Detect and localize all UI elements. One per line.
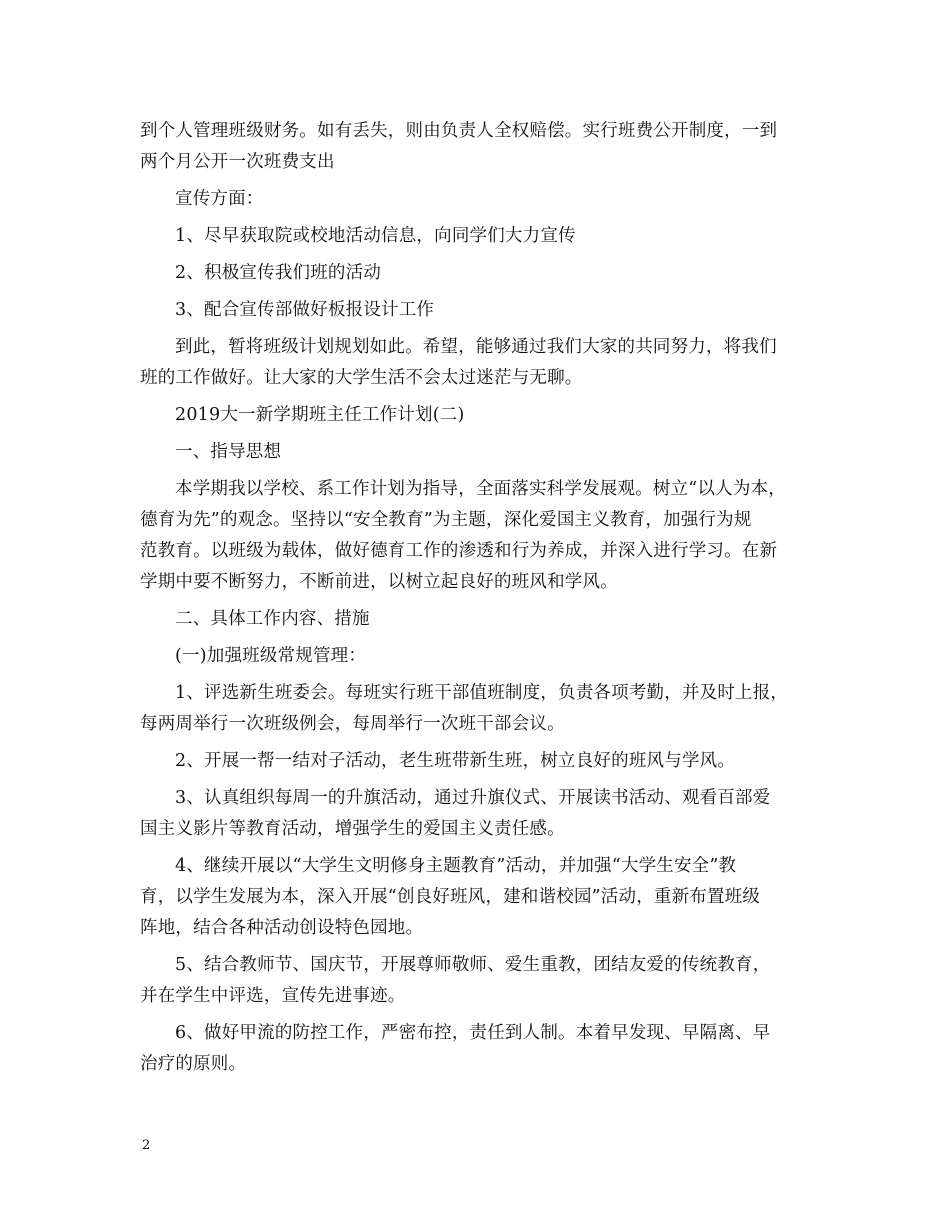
paragraph — [140, 332, 815, 394]
section-heading: 二、具体工作内容、措施 — [175, 609, 370, 629]
text-line: 国主义影片等教育活动，增强学生的爱国主义责任感。 — [140, 819, 565, 839]
list-item: 3、配合宣传部做好板报设计工作 — [175, 300, 435, 320]
list-item: 6、做好甲流的防控工作，严密布控，责任到人制。本着早发现、早隔离、早 — [175, 1023, 771, 1043]
paragraph — [140, 474, 815, 598]
section-heading: 宣传方面： — [175, 189, 264, 209]
text-line: 两个月公开一次班费支出 — [140, 152, 335, 172]
text-line: 每两周举行一次班级例会，每周举行一次班干部会议。 — [140, 714, 565, 734]
paragraph — [140, 116, 815, 178]
paragraph — [140, 400, 815, 431]
section-heading: (一)加强班级常规管理： — [175, 646, 367, 666]
text-line: 并在学生中评选，宣传先进事迹。 — [140, 986, 406, 1006]
paragraph — [140, 746, 815, 777]
text-line: 到个人管理班级财务。如有丢失，则由负责人全权赔偿。实行班费公开制度，一到 — [140, 121, 778, 141]
text-line: 范教育。以班级为载体，做好德育工作的渗透和行为养成，并深入进行学习。在新 — [140, 541, 778, 561]
text-line: 德育为先”的观念。坚持以“安全教育”为主题，深化爱国主义教育，加强行为规 — [140, 510, 752, 530]
paragraph — [140, 851, 815, 944]
document-subtitle: 2019大一新学期班主任工作计划(二) — [175, 405, 465, 425]
paragraph — [140, 641, 815, 672]
paragraph — [140, 221, 815, 252]
list-item: 2、开展一帮一结对子活动，老生班带新生班，树立良好的班风与学风。 — [175, 751, 736, 771]
text-line: 学期中要不断努力，不断前进，以树立起良好的班风和学风。 — [140, 572, 618, 592]
page-number: 2 — [142, 1138, 151, 1153]
paragraph — [140, 437, 815, 468]
text-line: 育，以学生发展为本，深入开展“创良好班风，建和谐校园”活动，重新布置班级 — [140, 887, 761, 907]
paragraph — [140, 604, 815, 635]
list-item: 4、继续开展以“大学生文明修身主题教育”活动，并加强“大学生安全”教 — [175, 856, 737, 876]
paragraph — [140, 258, 815, 289]
paragraph — [140, 678, 815, 740]
paragraph — [140, 1018, 815, 1080]
list-item: 1、评选新生班委会。每班实行班干部值班制度，负责各项考勤，并及时上报， — [175, 683, 789, 703]
list-item: 3、认真组织每周一的升旗活动，通过升旗仪式、开展读书活动、观看百部爱 — [175, 788, 771, 808]
list-item: 2、积极宣传我们班的活动 — [175, 263, 382, 283]
paragraph — [140, 184, 815, 215]
paragraph — [140, 295, 815, 326]
text-line: 到此，暂将班级计划规划如此。希望，能够通过我们大家的共同努力，将我们 — [175, 337, 777, 357]
text-line: 本学期我以学校、系工作计划为指导，全面落实科学发展观。树立“以人为本， — [175, 479, 786, 499]
document-body — [140, 116, 815, 1080]
text-line: 阵地，结合各种活动创设特色园地。 — [140, 918, 424, 938]
text-line: 班的工作做好。让大家的大学生活不会太过迷茫与无聊。 — [140, 368, 583, 388]
list-item: 5、结合教师节、国庆节，开展尊师敬师、爱生重教，团结友爱的传统教育， — [175, 955, 771, 975]
paragraph — [140, 950, 815, 1012]
paragraph — [140, 783, 815, 845]
text-line: 治疗的原则。 — [140, 1054, 247, 1074]
section-heading: 一、指导思想 — [175, 442, 282, 462]
list-item: 1、尽早获取院或校地活动信息，向同学们大力宣传 — [175, 226, 576, 246]
